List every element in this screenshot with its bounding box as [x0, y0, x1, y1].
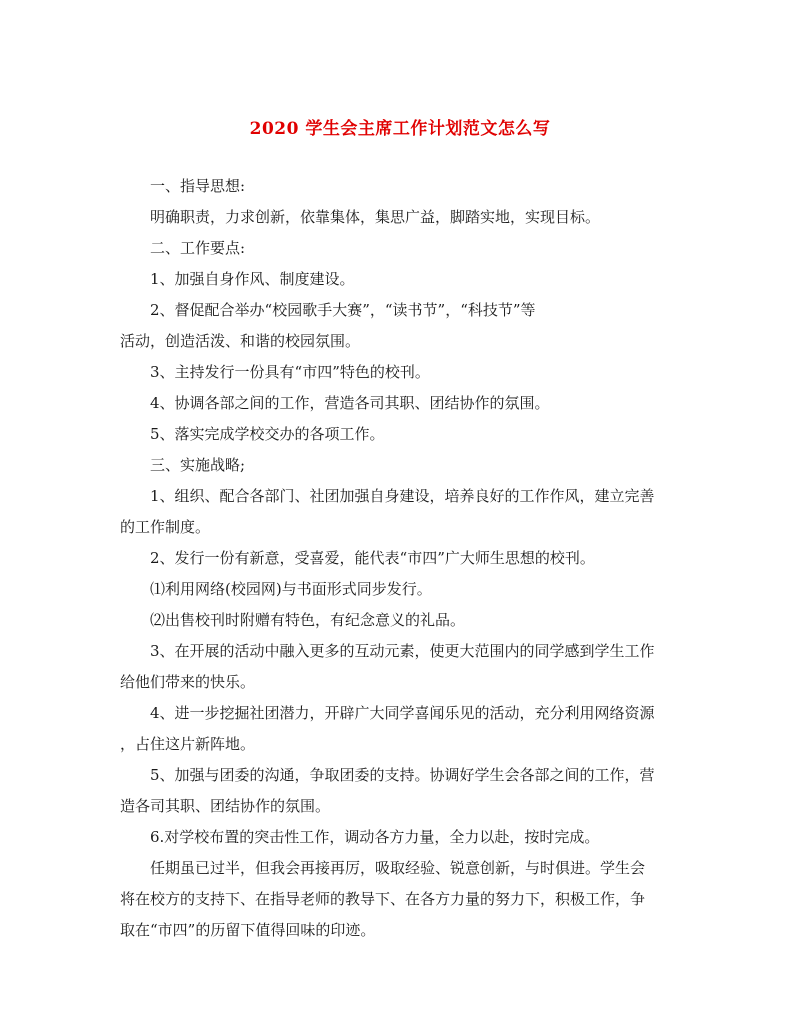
paragraph-line: 2、督促配合举办“校园歌手大赛”，“读书节”，“科技节”等 [150, 301, 536, 319]
paragraph-line: 任期虽已过半，但我会再接再厉，吸取经验、锐意创新，与时俱进。学生会 [150, 859, 646, 877]
document-title: 2020 学生会主席工作计划范文怎么写 [249, 119, 551, 139]
paragraph-line: 5、加强与团委的沟通，争取团委的支持。协调好学生会各部之间的工作，营 [150, 766, 655, 784]
paragraph-line: 3、在开展的活动中融入更多的互动元素，使更大范围内的同学感到学生工作 [150, 642, 655, 660]
paragraph-line: ⑵出售校刊时附赠有特色，有纪念意义的礼品。 [150, 611, 466, 629]
paragraph-line: 5、落实完成学校交办的各项工作。 [150, 425, 385, 443]
paragraph-line: ，占住这片新阵地。 [120, 735, 256, 753]
paragraph-line: 4、协调各部之间的工作，营造各司其职、团结协作的氛围。 [150, 394, 550, 412]
paragraph-line: 1、组织、配合各部门、社团加强自身建设，培养良好的工作作风，建立完善 [150, 487, 655, 505]
paragraph-line: 2、发行一份有新意，受喜爱，能代表“市四”广大师生思想的校刊。 [150, 549, 595, 567]
paragraph-line: 给他们带来的快乐。 [120, 673, 256, 691]
paragraph-line: 明确职责，力求创新，依靠集体，集思广益，脚踏实地，实现目标。 [150, 208, 601, 226]
paragraph-line: 1、加强自身作风、制度建设。 [150, 270, 355, 288]
paragraph-line: 活动，创造活泼、和谐的校园氛围。 [120, 332, 361, 350]
paragraph-line: 3、主持发行一份具有“市四”特色的校刊。 [150, 363, 430, 381]
paragraph-line: ⑴利用网络(校园网)与书面形式同步发行。 [150, 580, 432, 598]
paragraph-line: 将在校方的支持下、在指导老师的教导下、在各方力量的努力下，积极工作，争 [120, 890, 646, 908]
paragraph-line: 的工作制度。 [120, 518, 211, 536]
document-body [120, 176, 685, 951]
paragraph-line: 取在“市四”的历留下值得回味的印迹。 [120, 921, 376, 939]
section-heading: 一、指导思想: [150, 177, 246, 195]
paragraph-line: 6.对学校布置的突击性工作，调动各方力量，全力以赴，按时完成。 [150, 828, 600, 846]
section-heading: 二、工作要点: [150, 239, 246, 257]
paragraph-line: 造各司其职、团结协作的氛围。 [120, 797, 331, 815]
section-heading: 三、实施战略; [150, 456, 246, 474]
paragraph-line: 4、进一步挖掘社团潜力，开辟广大同学喜闻乐见的活动，充分利用网络资源 [150, 704, 655, 722]
